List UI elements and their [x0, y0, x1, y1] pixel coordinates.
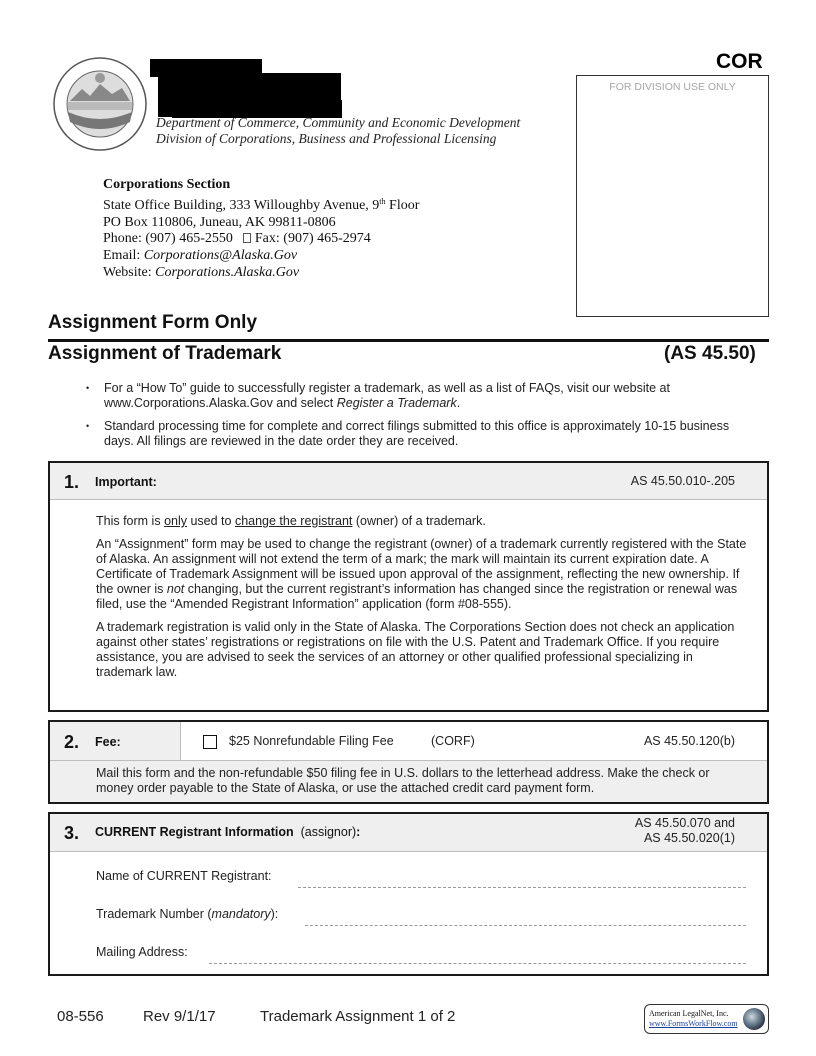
website-link[interactable]: Corporations.Alaska.Gov [155, 264, 300, 280]
section-label: Fee: [95, 735, 121, 749]
email-line: Email: Corporations@Alaska.Gov [103, 248, 298, 264]
form-code: COR [716, 50, 763, 73]
trademark-number-input[interactable] [305, 925, 746, 926]
fee-instructions: Mail this form and the non-refundable $50 filing fee in U.S. dollars to the letterhead address. Make the check or money order payable to the State of Alaska, or use the attached credit card payment form. [50, 761, 767, 802]
fee-checkbox[interactable] [203, 735, 217, 749]
department-name: Department of Commerce, Community and Economic Development [156, 115, 521, 130]
section-current-registrant [48, 812, 769, 976]
section-body [50, 500, 767, 680]
globe-icon [743, 1008, 765, 1030]
section-number: 3. [64, 823, 80, 843]
section-important [48, 461, 769, 712]
registrant-name-input[interactable] [298, 887, 746, 888]
instruction-item: • Standard processing time for complete and correct filings submitted to this office is approximately 10-15 business days. All filings are reviewed in the date order they are received. [86, 419, 746, 449]
section-statute: AS 45.50.010-.205 [630, 474, 735, 488]
american-legalnet-logo[interactable] [644, 1004, 769, 1034]
division-use-label: FOR DIVISION USE ONLY [609, 81, 736, 93]
section-header [50, 722, 767, 761]
mailing-address-input[interactable] [209, 963, 746, 964]
logo-url[interactable]: www.FormsWorkFlow.com [649, 1019, 738, 1028]
alaska-state-seal [50, 56, 150, 152]
section-label: Important: [95, 475, 157, 489]
email-link[interactable]: Corporations@Alaska.Gov [143, 248, 298, 264]
fee-description: $25 Nonrefundable Filing Fee [229, 734, 394, 748]
title-divider [48, 339, 769, 342]
agency-heading [156, 115, 520, 147]
division-use-box [576, 75, 769, 317]
form-number: 08-556 [57, 1008, 104, 1025]
section-number: 1. [64, 472, 80, 492]
section-fee [48, 720, 769, 804]
statute-reference: (AS 45.50) [664, 343, 756, 364]
form-type-title: Assignment Form Only [48, 312, 258, 333]
section-header [50, 814, 767, 852]
street-address: State Office Building, 333 Willoughby Avenue, 9th Floor [103, 196, 420, 213]
phone-fax [103, 231, 419, 248]
fax-number: Fax: (907) 465-2974 [254, 231, 371, 247]
phone-number: Phone: (907) 465-2550 [103, 231, 233, 247]
section-statute: AS 45.50.120(b) [643, 734, 735, 748]
website-line: Website: Corporations.Alaska.Gov [103, 264, 300, 280]
revision-date: Rev 9/1/17 [143, 1008, 216, 1025]
page-label: Trademark Assignment 1 of 2 [260, 1008, 456, 1025]
separator-box-icon [243, 233, 251, 243]
important-paragraph: This form is only used to change the registrant (owner) of a trademark. [96, 514, 486, 528]
important-paragraph: An “Assignment” form may be used to change the registrant (owner) of a trademark currently registered with the State of Alaska. An assignment will not extend the term of a mark; the mark will maintain its current expiration date. A Certificate of Trademark Assignment will be issued upon approval of the assignment, reflecting the new ownership. If the owner is not changing, but the current registrant’s information has changed since the registration or renewal was filed, use the “Amended Registrant Information” application (form #08-555). [96, 537, 747, 611]
section-header [50, 463, 767, 500]
important-paragraph: A trademark registration is valid only in the State of Alaska. The Corporations Section does not check an application against other states’ registrations or registrations on file with the U.S. Patent and Trademark Office. If you require assistance, you are advised to seek the services of an attorney or other qualified professional specializing in trademark law. [96, 620, 735, 679]
section-number: 2. [64, 732, 80, 752]
section-label: CURRENT Registrant Information (assignor): [95, 825, 361, 839]
trademark-number-label: Trademark Number (mandatory): [96, 907, 279, 921]
section-name: Corporations Section [103, 177, 231, 192]
po-box-address: PO Box 110806, Juneau, AK 99811-0806 [103, 214, 336, 230]
logo-company: American LegalNet, Inc. [649, 1009, 729, 1018]
section-statute: AS 45.50.070 and AS 45.50.020(1) [634, 816, 735, 845]
form-title: Assignment of Trademark [48, 343, 282, 364]
fee-code: (CORF) [431, 734, 475, 748]
contact-block [103, 177, 419, 282]
instructions-list [86, 381, 746, 457]
division-name: Division of Corporations, Business and Professional Licensing [156, 131, 497, 146]
registrant-name-label: Name of CURRENT Registrant: [96, 869, 272, 883]
mailing-address-label: Mailing Address: [96, 945, 188, 959]
instruction-item: • For a “How To” guide to successfully register a trademark, as well as a list of FAQs, visit our website at www.Corporations.Alaska.Gov and select Register a Trademark. [86, 381, 746, 411]
